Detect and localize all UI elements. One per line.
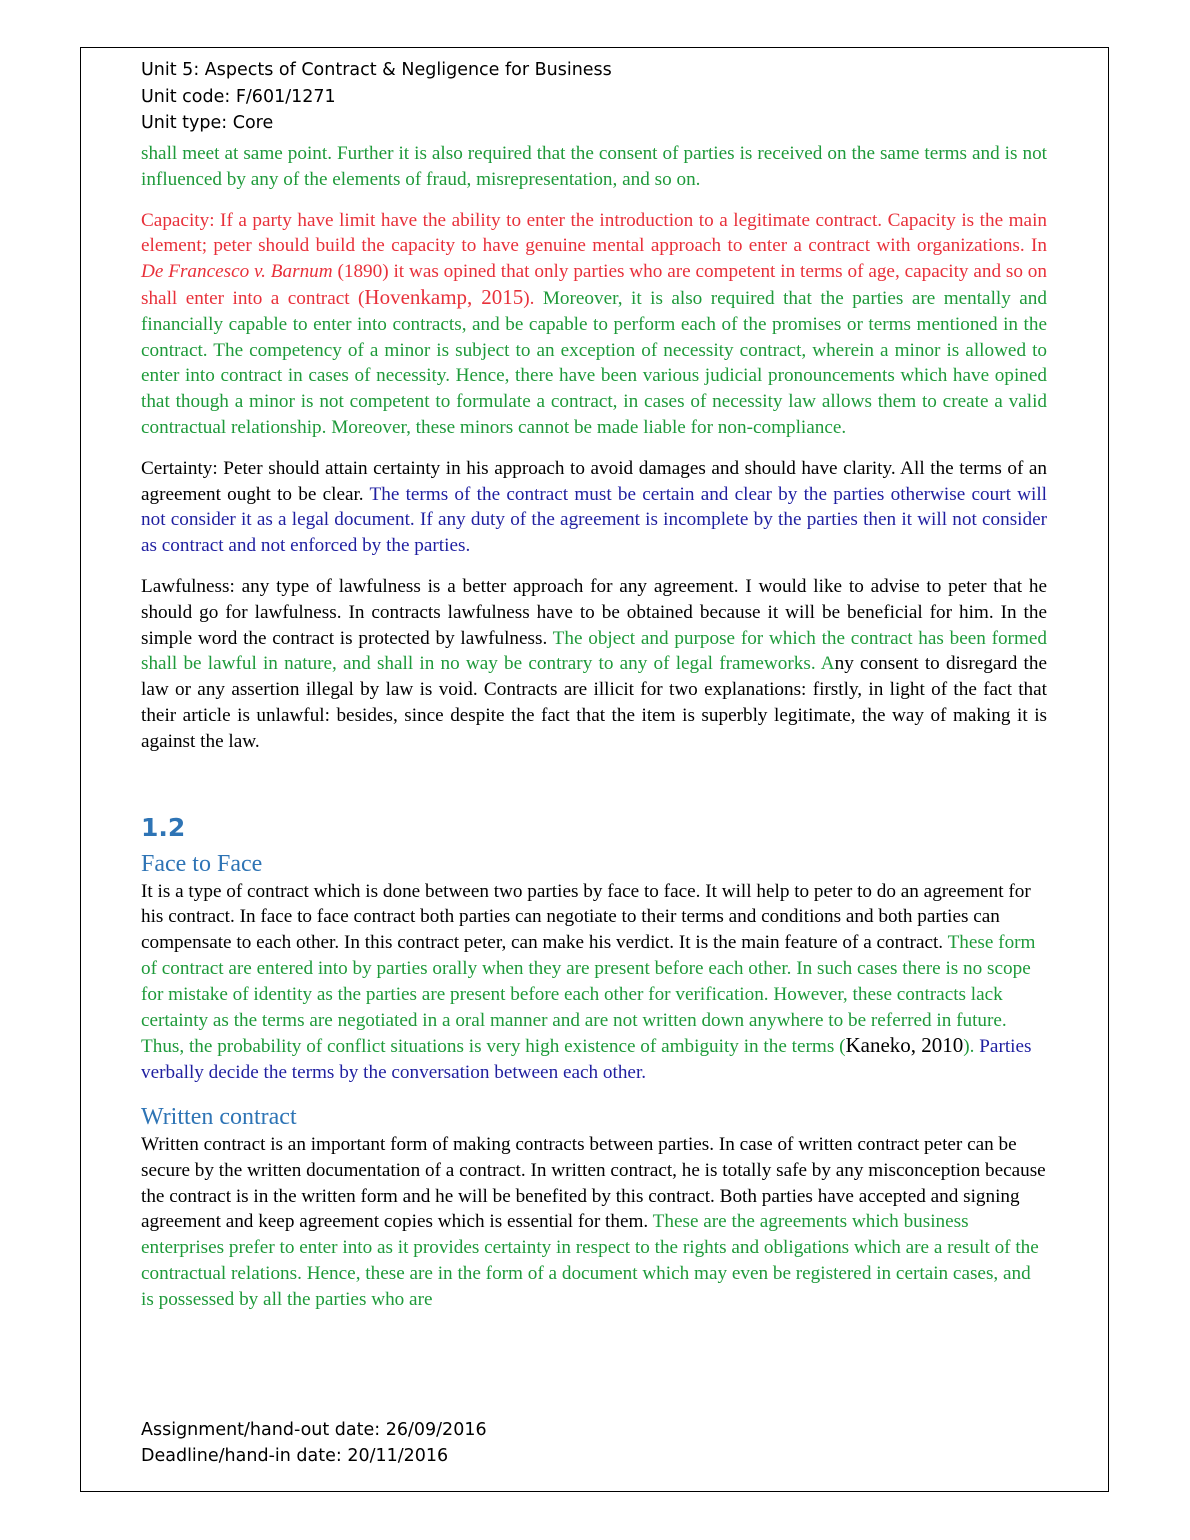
face-to-face-paragraph bbox=[141, 879, 1047, 1086]
handout-date: Assignment/hand-out date: 26/09/2016 bbox=[141, 1420, 487, 1440]
written-text: Written contract is an important form of making contracts between parties. In case of written contract peter can be secure by the written documentation of a contract. In written contract, he is totally safe by any misconception because the contract is in the written form and he will be benefited by this contract. Both parties have accepted and signing agreement and keep agreement copies which is essential for them. bbox=[141, 1133, 1046, 1233]
face-text: It is a type of contract which is done between two parties by face to face. It will help to peter to do an agreement for his contract. In face to face contract both parties can negotiate to their terms and conditions and both parties can compensate to each other. In this contract peter, can make his verdict. It is the main feature of a contract. bbox=[141, 880, 1031, 954]
subheading-face-to-face: Face to Face bbox=[141, 850, 263, 877]
unit-title: Unit 5: Aspects of Contract & Negligence for Business bbox=[141, 60, 612, 80]
face-text-green: These form of contract are entered into by parties orally when they are present before each other. In such cases there is no scope for mistake of identity as the parties are present before each other for verification. However, these contracts lack certainty as the terms are negotiated in a oral manner and are not written down anywhere to be referred in future. Thus, the probability of conflict situations is very high existence of ambiguity in the terms ( bbox=[141, 932, 1036, 1058]
certainty-paragraph bbox=[141, 456, 1047, 559]
capacity-text-red-3: ). bbox=[523, 287, 535, 309]
section-heading: 1.2 bbox=[141, 812, 186, 842]
deadline-date: Deadline/hand-in date: 20/11/2016 bbox=[141, 1446, 449, 1466]
consent-paragraph: shall meet at same point. Further it is also required that the consent of parties is received on the same terms and is not influenced by any of the elements of fraud, misrepresentation, and so on. bbox=[141, 143, 1047, 190]
document-body bbox=[141, 141, 1047, 1312]
face-close: ). bbox=[963, 1036, 975, 1058]
unit-code: Unit code: F/601/1271 bbox=[141, 86, 336, 107]
lawfulness-text-green: The object and purpose for which the contract has been formed shall be lawful in nature, and shall in no way be contrary to any of legal frameworks. A bbox=[141, 627, 1047, 675]
capacity-paragraph bbox=[141, 208, 1047, 441]
written-contract-paragraph bbox=[141, 1132, 1047, 1313]
document-header bbox=[141, 57, 612, 137]
lawfulness-paragraph bbox=[141, 574, 1047, 755]
capacity-text-red: Capacity: If a party have limit have the ability to enter the introduction to a legitimate contract. Capacity is the main element; peter should build the capacity to have genuine mental approach to enter a contract with organizations. In bbox=[141, 209, 1047, 257]
face-text-blue: Parties verbally decide the terms by the conversation between each other. bbox=[141, 1036, 1032, 1084]
case-citation: De Francesco v. Barnum bbox=[141, 261, 333, 283]
capacity-text-green: Moreover, it is also required that the parties are mentally and financially capable to enter into contracts, and be capable to perform each of the promises or terms mentioned in the contract. The competency of a minor is subject to an exception of necessity contract, wherein a minor is allowed to enter into contract in cases of necessity. Hence, there have been various judicial pronouncements which have opined that though a minor is not competent to formulate a contract, in cases of necessity law allows them to create a valid contractual relationship. Moreover, these minors cannot be made liable for non-compliance. bbox=[141, 287, 1047, 438]
reference-citation-2: Kaneko, 2010 bbox=[845, 1033, 964, 1058]
subheading-written-contract: Written contract bbox=[141, 1103, 297, 1130]
reference-citation: Hovenkamp, 2015 bbox=[364, 284, 524, 309]
lawfulness-text: Lawfulness: any type of lawfulness is a better approach for any agreement. I would like to advise to peter that he should go for lawfulness. In contracts lawfulness have to be obtained because it will be beneficial for him. In the simple word the contract is protected by lawfulness. bbox=[141, 575, 1047, 649]
written-text-green: These are the agreements which business enterprises prefer to enter into as it provides certainty in respect to the rights and obligations which are a result of the contractual relations. Hence, these are in the form of a document which may even be registered in certain cases, and is possessed by all the parties who are bbox=[141, 1211, 1039, 1310]
lawfulness-text-2: ny consent to disregard the law or any assertion illegal by law is void. Contracts are illicit for two explanations: firstly, in light of the fact that their article is unlawful: besides, since despite the fact that the item is superbly legitimate, the way of making it is against the law. bbox=[141, 653, 1048, 752]
unit-type: Unit type: Core bbox=[141, 113, 274, 133]
certainty-text-blue: The terms of the contract must be certain and clear by the parties otherwise court will not consider it as a legal document. If any duty of the agreement is incomplete by the parties then it will not consider as contract and not enforced by the parties. bbox=[141, 483, 1047, 557]
certainty-text: Certainty: Peter should attain certainty in his approach to avoid damages and should have clarity. All the terms of an agreement ought to be clear. bbox=[141, 457, 1047, 505]
capacity-text-red-2: (1890) it was opined that only parties who are competent in terms of age, capacity and so on shall enter into a contract ( bbox=[141, 261, 1047, 309]
document-footer bbox=[141, 1417, 487, 1469]
